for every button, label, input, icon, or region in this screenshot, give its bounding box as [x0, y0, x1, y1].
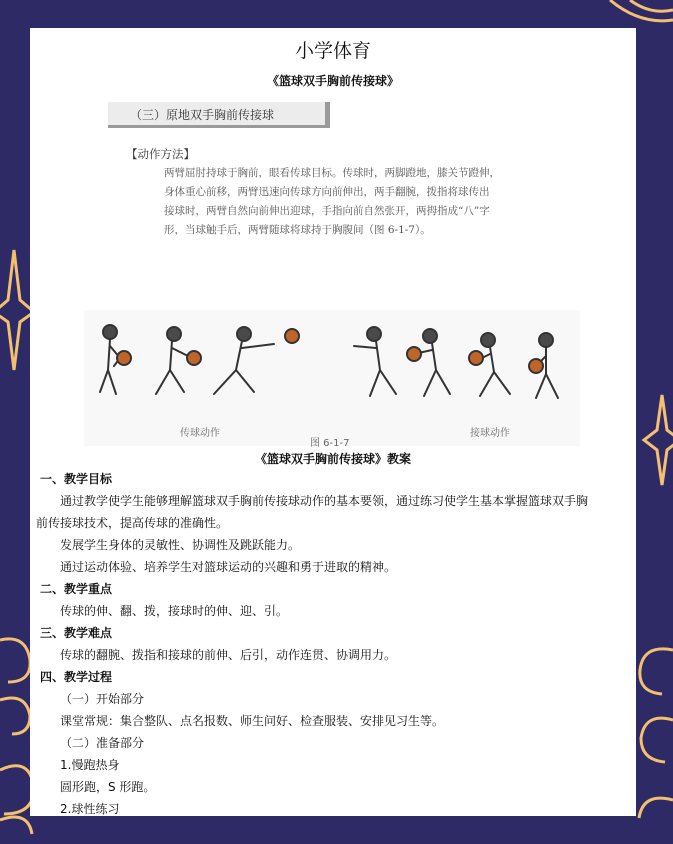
method-line: 两臂屈肘持球于胸前，眼看传球目标。传球时，两脚蹬地，膝关节蹬伸，: [164, 167, 500, 179]
heading-objectives: 一、教学目标: [40, 472, 113, 486]
sparkle-icon: [644, 395, 673, 485]
catch-caption: 接球动作: [470, 428, 510, 439]
player-figure-icon: [156, 327, 188, 394]
player-figure-icon: [214, 327, 274, 394]
player-figure-icon: [414, 329, 450, 396]
cloud-swirl-icon: [0, 639, 34, 834]
paragraph-line: 课堂常规：集合整队、点名报数、师生问好、检查服装、安排见习生等。: [60, 714, 445, 728]
subheading-prep: （二）准备部分: [60, 736, 145, 750]
paragraph-line: 通过运动体验、培养学生对篮球运动的兴趣和勇于进取的精神。: [60, 560, 397, 574]
section-header: （三）原地双手胸前传接球: [108, 102, 330, 128]
cloud-ornament-icon: [610, 0, 673, 21]
figure-number: 图 6-1-7: [310, 438, 350, 449]
basketball-icon: [117, 351, 131, 365]
lesson-plan-title: 《篮球双手胸前传接球》教案: [254, 452, 411, 466]
method-line: 接球时，两臂自然向前伸出迎球，手指向前自然张开，两拇指成“八”字: [164, 205, 490, 217]
method-line: 身体重心前移，两臂迅速向传球方向前伸出，两手翻腕，拨指将球传出: [164, 186, 490, 198]
sparkle-icon: [0, 250, 34, 370]
basketball-icon: [285, 329, 299, 343]
basketball-icon: [407, 347, 421, 361]
item-ball-practice: 2.球性练习: [60, 802, 120, 816]
basketball-icon: [529, 359, 543, 373]
paragraph-line: 传球的翻腕、拨指和接球的前伸、后引，动作连贯、协调用力。: [60, 648, 397, 662]
basketball-icon: [469, 351, 483, 365]
paragraph-line: 发展学生身体的灵敏性、协调性及跳跃能力。: [60, 538, 301, 552]
paragraph-line: 通过教学使学生能够理解篮球双手胸前传接球动作的基本要领，通过练习使学生基本掌握篮球双手胸: [60, 494, 589, 508]
heading-difficulties: 三、教学难点: [40, 626, 113, 640]
textbook-excerpt: [108, 98, 578, 278]
paragraph-line: 传球的伸、翻、拨，接球时的伸、迎、引。: [60, 604, 289, 618]
document-page: [30, 28, 636, 816]
player-figure-icon: [354, 327, 396, 396]
paragraph-line: 圆形跑，S 形跑。: [60, 780, 156, 794]
page-title: 小学体育: [294, 40, 371, 62]
cloud-swirl-icon: [639, 649, 673, 818]
basketball-icon: [187, 351, 201, 365]
illustration-figure: [84, 310, 580, 449]
item-warmup: 1.慢跑热身: [60, 758, 120, 772]
heading-key-points: 二、教学重点: [40, 582, 113, 596]
method-line: 形，当球触手后，两臂随球将球持于胸腹间（图 6-1-7）。: [164, 224, 431, 236]
paragraph-line: 前传接球技术，提高传球的准确性。: [36, 516, 229, 530]
method-text: [164, 164, 576, 240]
pass-caption: 传球动作: [180, 428, 220, 439]
lesson-subtitle: 《篮球双手胸前传接球》: [266, 74, 399, 88]
player-figure-icon: [478, 333, 510, 396]
subheading-start: （一）开始部分: [60, 692, 145, 706]
heading-process: 四、教学过程: [40, 670, 113, 684]
method-label: 【动作方法】: [126, 147, 195, 161]
